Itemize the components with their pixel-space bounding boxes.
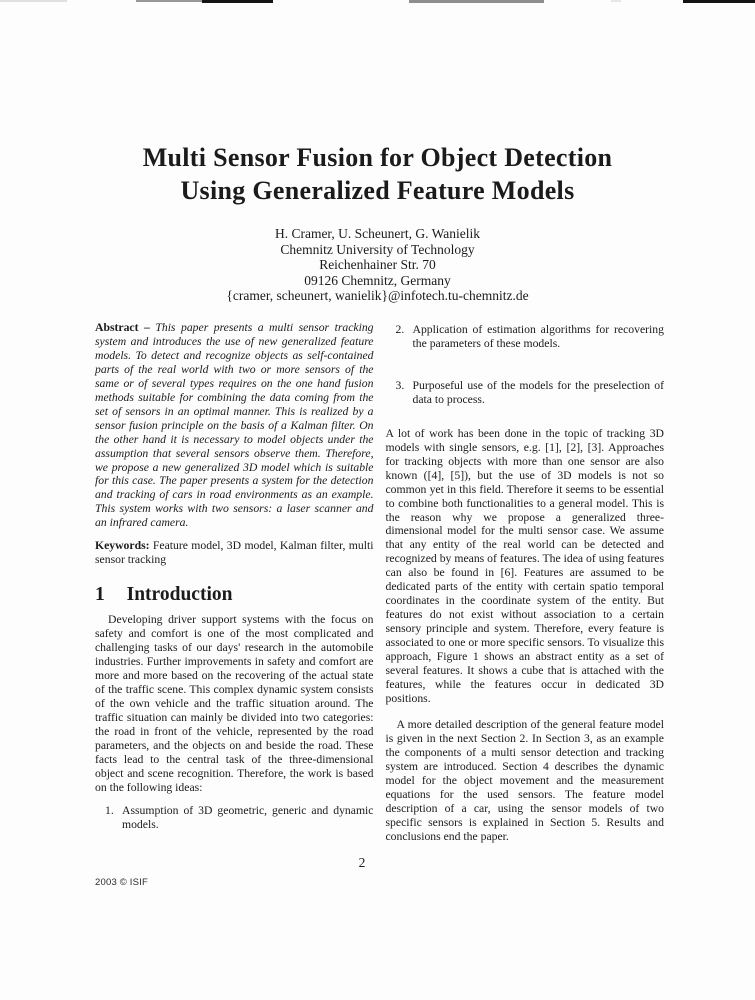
abstract-paragraph	[95, 321, 374, 530]
copyright-notice: 2003 © ISIF	[95, 877, 149, 888]
list-item-3-number: 3.	[395, 378, 405, 392]
paper-title-line-2: Using Generalized Feature Models	[180, 176, 575, 205]
author-street-address: Reichenhainer Str. 70	[319, 257, 436, 273]
abstract-dash: –	[144, 321, 150, 334]
scan-artifact-segment	[611, 0, 621, 2]
scan-artifact	[0, 0, 755, 4]
list-item-1-number: 1.	[105, 803, 114, 817]
related-work-paragraph: A lot of work has been done in the topic of tracking 3D models with single sensors, e.g. [1], [2], [3]. Approaches for tracking objects with more than one sensor are also known ([4], [5]), but the use of 3D models is not so common yet in this field. Therefore it seems to be essential to combine both functionalities to a general model. This is the reason why we propose a generalized three-dimensional model for the multi sensor case. We assume that any entity of the real world can be detected and recognized by means of features. The idea of using features can also be found in [6]. Features are assumed to be dedicated parts of the entity with certain spatio temporal coordinates in the coordinate system of the entity. But features do not exist without association to a certain sensory principle and system. Therefore, every feature is associated to one or more specific sensors. To visualize this approach, Figure 1 shows an abstract entity as a set of several features. It shows a cube that is attached with the features, while the features occur in dedicated 3D positions.	[385, 426, 664, 705]
section-1-heading	[95, 584, 374, 606]
list-item-2	[396, 323, 665, 351]
list-item-1	[105, 804, 374, 832]
scan-artifact-segment	[409, 0, 544, 3]
paper-title-line-1: Multi Sensor Fusion for Object Detection	[142, 143, 613, 172]
keywords-paragraph	[95, 539, 374, 567]
introduction-paragraph: Developing driver support systems with the focus on safety and comfort is one of the most complicated and challenging tasks of our days' research in the automobile industries. Further improvements in safety and comfort are more and more based on the recovering of the actual state of the traffic scene. This complex dynamic system consists of the own vehicle and the traffic situation around. The traffic situation can mainly be divided into two categories: the road in front of the vehicle, represented by the road parameters, and the objects on and beside the road. These facts lead to the central task of the three-dimensional object and scene recognition. Therefore, the work is based on the following ideas:	[95, 613, 374, 794]
list-item-1-text: Assumption of 3D geometric, generic and dynamic models.	[122, 803, 374, 831]
author-names: H. Cramer, U. Scheunert, G. Wanielik	[274, 226, 481, 241]
keywords-text: Feature model, 3D model, Kalman filter, multi sensor tracking	[95, 539, 374, 567]
author-affiliation: Chemnitz University of Technology	[280, 241, 475, 257]
author-block	[0, 226, 755, 304]
author-email: {cramer, scheunert, wanielik}@infotech.tu-chemnitz.de	[226, 288, 529, 304]
paper-title	[0, 141, 755, 207]
list-item-2-text: Application of estimation algorithms for recovering the parameters of these models.	[412, 323, 664, 350]
abstract-label: Abstract	[95, 321, 139, 334]
list-item-3	[396, 379, 665, 407]
list-item-2-number: 2.	[395, 323, 405, 336]
author-city-address: 09126 Chemnitz, Germany	[304, 272, 451, 288]
left-column	[95, 321, 374, 843]
right-column	[386, 321, 665, 843]
section-1-title: Introduction	[126, 584, 233, 606]
keywords-label: Keywords:	[95, 539, 150, 553]
list-item-3-text: Purposeful use of the models for the preselection of data to process.	[412, 378, 664, 406]
scan-artifact-segment	[683, 0, 755, 3]
abstract-text: This paper presents a multi sensor tracking system and introduces the use of new generalized feature models. To detect and recognize objects as self-contained parts of the real world with two or more sensors of the same or of several types requires on the one hand fusion methods suitable for combining the data coming from the set of sensors in an optimal manner. This is realized by a sensor fusion principle on the basis of a Kalman filter. On the other hand it is necessary to model objects under the assumption that several sensors observe them. Therefore, we propose a new generalized 3D model which is suitable for this case. The paper presents a system for the detection and tracking of cars in road environments as an example. This system works with two sensors: a laser scanner and an infrared camera.	[95, 321, 374, 530]
scan-artifact-segment	[0, 0, 67, 2]
scan-artifact-segment	[202, 0, 273, 3]
paper-outline-paragraph: A more detailed description of the general feature model is given in the next Section 2. In Section 3, as an example the components of a multi sensor detection and tracking system are introduced. Section 4 describes the dynamic model for the object movement and the measurement equations for the used sensors. The feature model description of a car, using the sensor models of two specific sensors is explained in Section 5. Results and conclusions end the paper.	[385, 717, 664, 843]
page-number: 2	[358, 855, 366, 870]
scan-artifact-segment	[136, 0, 202, 2]
section-1-number: 1	[95, 584, 105, 606]
two-column-body	[95, 321, 664, 843]
